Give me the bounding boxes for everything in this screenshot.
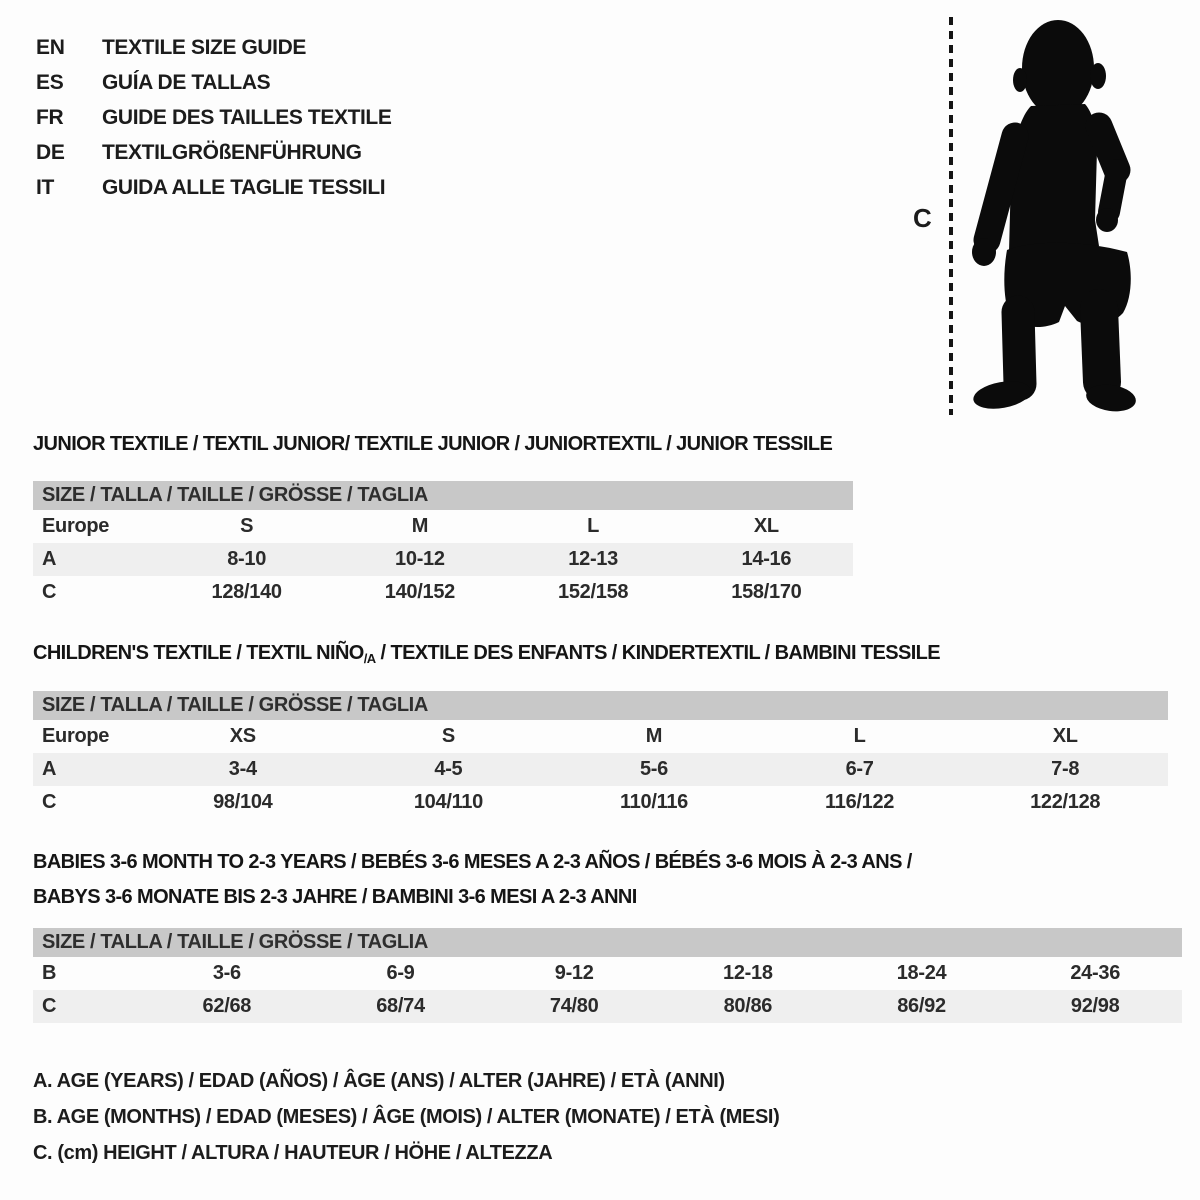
children-title-subscript: /A <box>363 651 376 666</box>
height-measure-dashed-line <box>949 17 953 415</box>
table-cell: 12-18 <box>723 962 773 984</box>
children-size-table <box>33 691 1168 819</box>
table-cell: 14-16 <box>741 548 792 570</box>
size-header-bar: SIZE / TALLA / TAILLE / GRÖSSE / TAGLIA <box>33 928 1182 957</box>
note-height-cm: C. (cm) HEIGHT / ALTURA / HAUTEUR / HÖHE / ALTEZZA <box>33 1142 553 1164</box>
children-title-suffix: / TEXTILE DES ENFANTS / KINDERTEXTIL / BAMBINI TESSILE <box>375 642 941 664</box>
table-row-height <box>33 576 853 609</box>
table-cell: 122/128 <box>1030 791 1101 813</box>
lang-row-fr <box>36 100 391 135</box>
table-cell: 98/104 <box>213 791 273 813</box>
lang-row-de <box>36 135 391 170</box>
note-age-years: A. AGE (YEARS) / EDAD (AÑOS) / ÂGE (ANS) / ALTER (JAHRE) / ETÀ (ANNI) <box>33 1070 725 1092</box>
table-cell: 116/122 <box>825 791 895 813</box>
table-cell: 158/170 <box>731 581 802 603</box>
lang-row-es <box>36 65 391 100</box>
table-row-age-months <box>33 957 1182 990</box>
lang-row-en <box>36 30 391 65</box>
table-cell: L <box>853 725 866 747</box>
size-header-bar: SIZE / TALLA / TAILLE / GRÖSSE / TAGLIA <box>33 691 1168 720</box>
lang-code: EN <box>36 36 65 59</box>
measure-key-notes <box>33 1063 779 1171</box>
note-age-months: B. AGE (MONTHS) / EDAD (MESES) / ÂGE (MOIS) / ALTER (MONATE) / ETÀ (MESI) <box>33 1106 780 1128</box>
junior-size-table <box>33 481 853 609</box>
table-cell: 128/140 <box>211 581 282 603</box>
table-cell: 104/110 <box>413 791 483 813</box>
guide-title: TEXTILE SIZE GUIDE <box>102 36 306 59</box>
row-label: Europe <box>42 515 110 537</box>
children-section-title <box>33 642 940 666</box>
table-cell: 86/92 <box>897 995 946 1017</box>
language-legend <box>36 30 391 205</box>
table-cell: 92/98 <box>1070 995 1120 1017</box>
table-cell: 110/116 <box>619 791 688 813</box>
table-cell: 10-12 <box>395 548 445 570</box>
junior-section-title: JUNIOR TEXTILE / TEXTIL JUNIOR/ TEXTILE JUNIOR / JUNIORTEXTIL / JUNIOR TESSILE <box>33 433 833 455</box>
table-cell: 12-13 <box>568 548 618 570</box>
table-cell: 152/158 <box>558 581 629 603</box>
toddler-silhouette-icon <box>963 14 1141 414</box>
table-cell: 80/86 <box>723 995 773 1017</box>
row-label: A <box>42 758 57 780</box>
table-cell: 5-6 <box>639 758 668 780</box>
lang-code: FR <box>36 106 64 129</box>
table-row-height <box>33 786 1168 819</box>
table-cell: S <box>441 725 455 747</box>
table-cell: 3-4 <box>228 758 257 780</box>
table-cell: 7-8 <box>1051 758 1080 780</box>
babies-title-line2: BABYS 3-6 MONATE BIS 2-3 JAHRE / BAMBINI 3-6 MESI A 2-3 ANNI <box>33 886 637 908</box>
lang-code: ES <box>36 71 64 94</box>
table-cell: 74/80 <box>549 995 599 1017</box>
row-label: B <box>42 962 57 984</box>
children-title-prefix: CHILDREN'S TEXTILE / TEXTIL NIÑO <box>33 642 364 664</box>
table-cell: XL <box>753 515 779 537</box>
table-row-europe <box>33 720 1168 753</box>
babies-section-title <box>33 845 912 915</box>
row-label: C <box>42 581 57 603</box>
table-row-europe <box>33 510 853 543</box>
table-cell: L <box>587 515 600 537</box>
guide-title: GUÍA DE TALLAS <box>102 71 271 94</box>
row-label: Europe <box>42 725 110 747</box>
table-cell: S <box>240 515 254 537</box>
babies-size-table <box>33 928 1182 1023</box>
table-row-age <box>33 753 1168 786</box>
lang-code: IT <box>36 176 55 199</box>
table-cell: XL <box>1052 725 1078 747</box>
table-cell: 18-24 <box>896 962 947 984</box>
table-cell: 8-10 <box>227 548 267 570</box>
table-cell: 6-9 <box>386 962 415 984</box>
row-label: C <box>42 995 57 1017</box>
table-row-height <box>33 990 1182 1023</box>
guide-title: TEXTILGRÖßENFÜHRUNG <box>102 141 362 164</box>
size-header-bar: SIZE / TALLA / TAILLE / GRÖSSE / TAGLIA <box>33 481 853 510</box>
table-cell: 4-5 <box>434 758 463 780</box>
table-cell: 6-7 <box>845 758 874 780</box>
height-measure-label: C <box>913 203 932 233</box>
table-cell: 68/74 <box>376 995 425 1017</box>
table-cell: 24-36 <box>1070 962 1121 984</box>
row-label: A <box>42 548 57 570</box>
table-row-age <box>33 543 853 576</box>
guide-title: GUIDE DES TAILLES TEXTILE <box>102 106 392 129</box>
table-cell: XS <box>229 725 256 747</box>
row-label: C <box>42 791 57 813</box>
table-cell: 9-12 <box>554 962 594 984</box>
guide-title: GUIDA ALLE TAGLIE TESSILI <box>102 176 386 199</box>
table-cell: M <box>645 725 663 747</box>
table-cell: 3-6 <box>212 962 241 984</box>
table-cell: M <box>411 515 429 537</box>
babies-title-line1: BABIES 3-6 MONTH TO 2-3 YEARS / BEBÉS 3-6 MESES A 2-3 AÑOS / BÉBÉS 3-6 MOIS À 2-3 ANS / <box>33 851 912 873</box>
lang-row-it <box>36 170 391 205</box>
table-cell: 62/68 <box>202 995 252 1017</box>
table-cell: 140/152 <box>384 581 455 603</box>
lang-code: DE <box>36 141 65 164</box>
